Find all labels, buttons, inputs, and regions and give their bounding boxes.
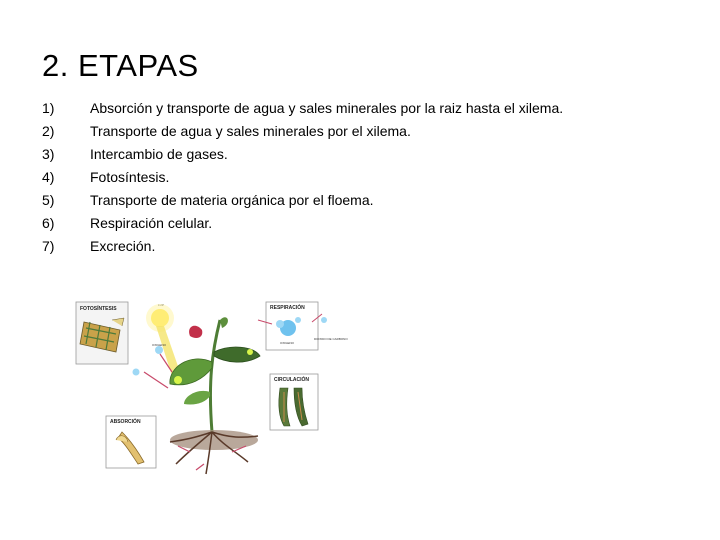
absorption-panel [106, 416, 156, 468]
step-number: 7) [42, 237, 55, 254]
list-item [42, 165, 682, 188]
list-item [42, 234, 682, 257]
photosynthesis-label: FOTOSÍNTESIS [80, 306, 117, 312]
step-text: Transporte de agua y sales minerales por el xilema. [90, 122, 411, 139]
plant-icon [170, 317, 260, 432]
photosynthesis-panel [76, 302, 128, 364]
svg-text:OXIGENO: OXIGENO [280, 341, 295, 345]
circulation-label: CIRCULACIÓN [274, 377, 309, 383]
svg-text:OXIGENO: OXIGENO [152, 343, 167, 347]
circulation-panel [270, 374, 318, 430]
page-title: 2. ETAPAS [42, 48, 199, 83]
plant-nutrition-illustration [72, 292, 348, 478]
absorption-label: ABSORCIÓN [110, 419, 141, 425]
list-item [42, 188, 682, 211]
steps-list [42, 96, 682, 257]
sun-icon [146, 303, 180, 376]
svg-text:DIOXIDO DE CARBONO: DIOXIDO DE CARBONO [314, 337, 348, 341]
step-number: 6) [42, 214, 55, 231]
respiration-panel [258, 302, 348, 350]
list-item [42, 142, 682, 165]
step-text: Excreción. [90, 237, 156, 254]
step-text: Absorción y transporte de agua y sales minerales por la raiz hasta el xilema. [90, 99, 564, 116]
step-text: Respiración celular. [90, 214, 213, 231]
step-text: Transporte de materia orgánica por el floema. [90, 191, 374, 208]
list-item [42, 119, 682, 142]
step-number: 2) [42, 122, 55, 139]
list-item [42, 96, 682, 119]
step-number: 3) [42, 145, 55, 162]
step-number: 5) [42, 191, 55, 208]
roots-icon [170, 430, 258, 474]
list-item [42, 211, 682, 234]
step-number: 1) [42, 99, 55, 116]
respiration-label: RESPIRACIÓN [270, 305, 305, 311]
step-text: Fotosíntesis. [90, 168, 170, 185]
step-text: Intercambio de gases. [90, 145, 228, 162]
step-number: 4) [42, 168, 55, 185]
